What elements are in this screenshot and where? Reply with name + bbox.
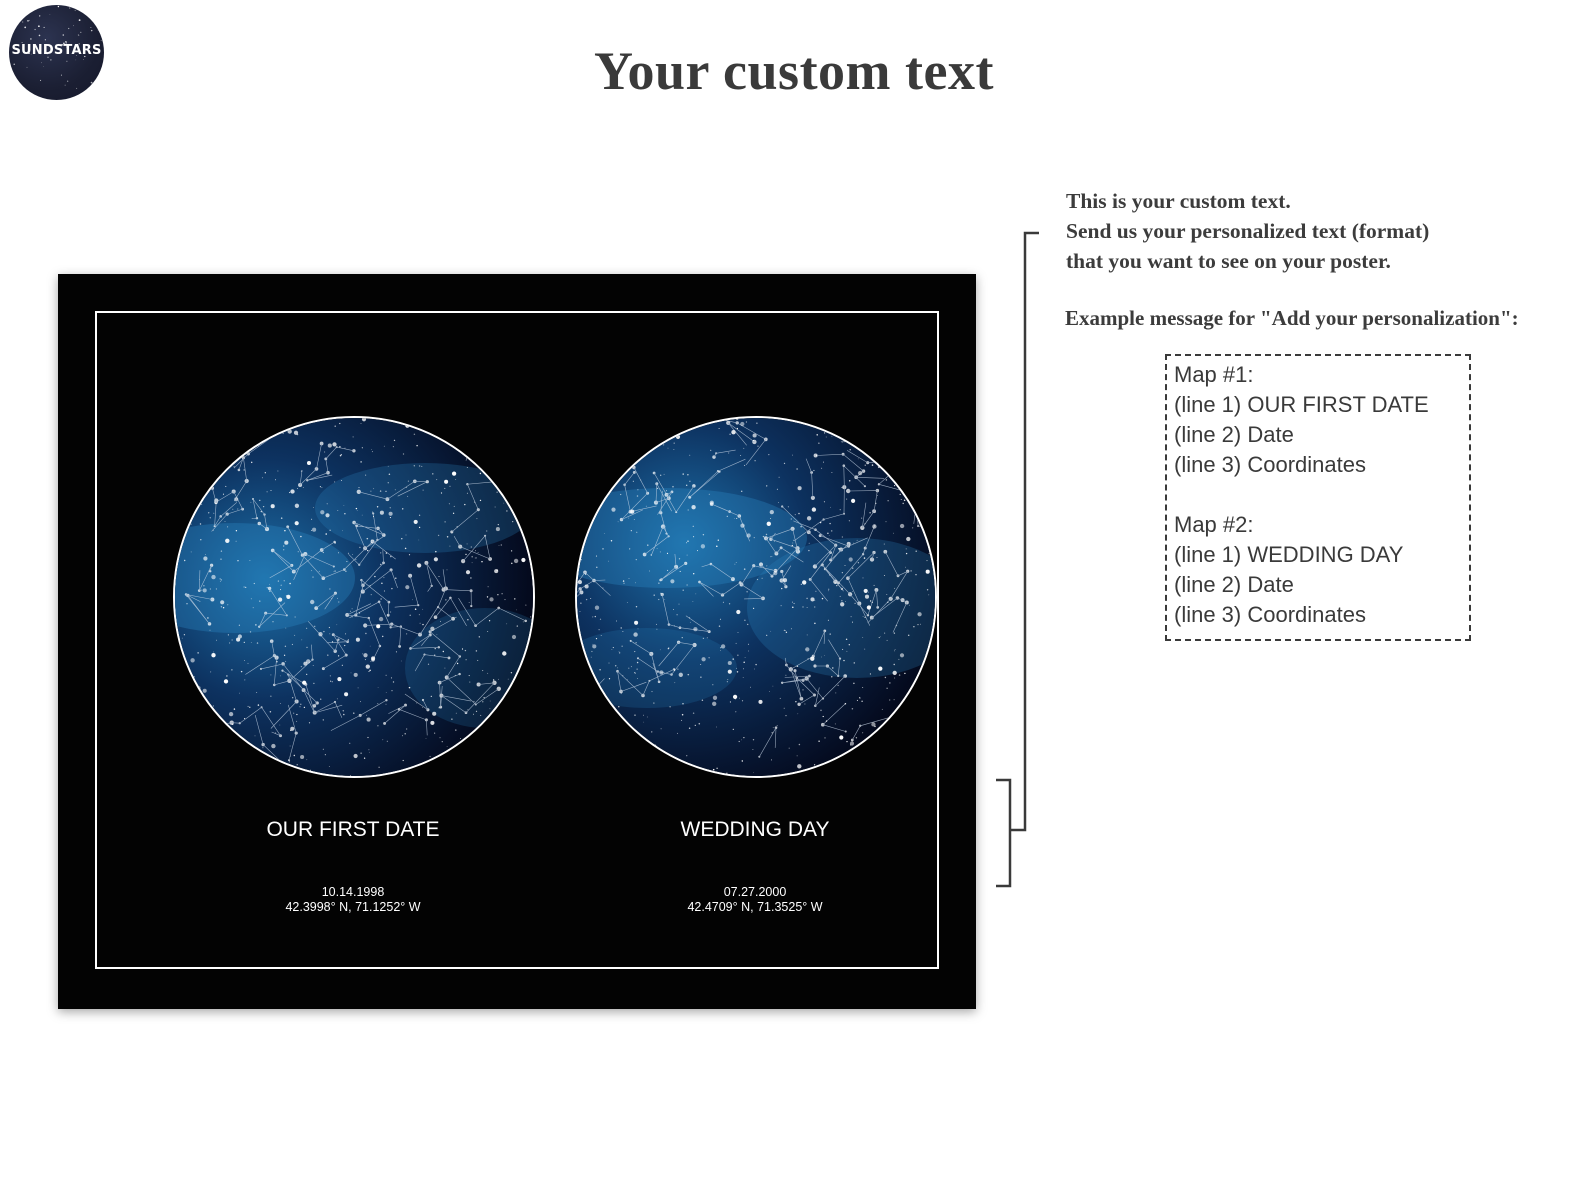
star-map-2-sky (577, 418, 935, 776)
map-1-date: 10.14.1998 (321, 885, 385, 899)
star-map-1 (173, 416, 535, 778)
example-message-box (1165, 354, 1471, 641)
example-map-2-heading: Map #2: (1174, 512, 1254, 537)
star-map-2 (575, 416, 937, 778)
info-line: Send us your personalized text (format) (1066, 219, 1430, 243)
example-line: (line 3) Coordinates (1174, 452, 1366, 477)
example-line: (line 1) OUR FIRST DATE (1174, 392, 1429, 417)
example-map-1-heading: Map #1: (1174, 362, 1254, 387)
info-line: This is your custom text. (1066, 189, 1291, 213)
example-line: (line 2) Date (1174, 572, 1294, 597)
map-1-coordinates: 42.3998° N, 71.1252° W (285, 900, 421, 914)
example-line: (line 2) Date (1174, 422, 1294, 447)
info-line: that you want to see on your poster. (1066, 249, 1391, 273)
map-1-title: OUR FIRST DATE (266, 818, 440, 841)
example-heading: Example message for "Add your personalization": (1065, 306, 1519, 330)
star-map-1-sky (175, 418, 533, 776)
example-line: (line 3) Coordinates (1174, 602, 1366, 627)
poster-frame (95, 311, 939, 969)
map-2-date: 07.27.2000 (723, 885, 787, 899)
info-text (1066, 186, 1586, 276)
map-2-title: WEDDING DAY (680, 818, 830, 841)
example-line: (line 1) WEDDING DAY (1174, 542, 1404, 567)
star-map-poster (58, 274, 976, 1009)
page-title: Your custom text (594, 41, 994, 101)
map-2-coordinates: 42.4709° N, 71.3525° W (687, 900, 823, 914)
brand-logo-text: SUNDSTARS (11, 43, 102, 58)
